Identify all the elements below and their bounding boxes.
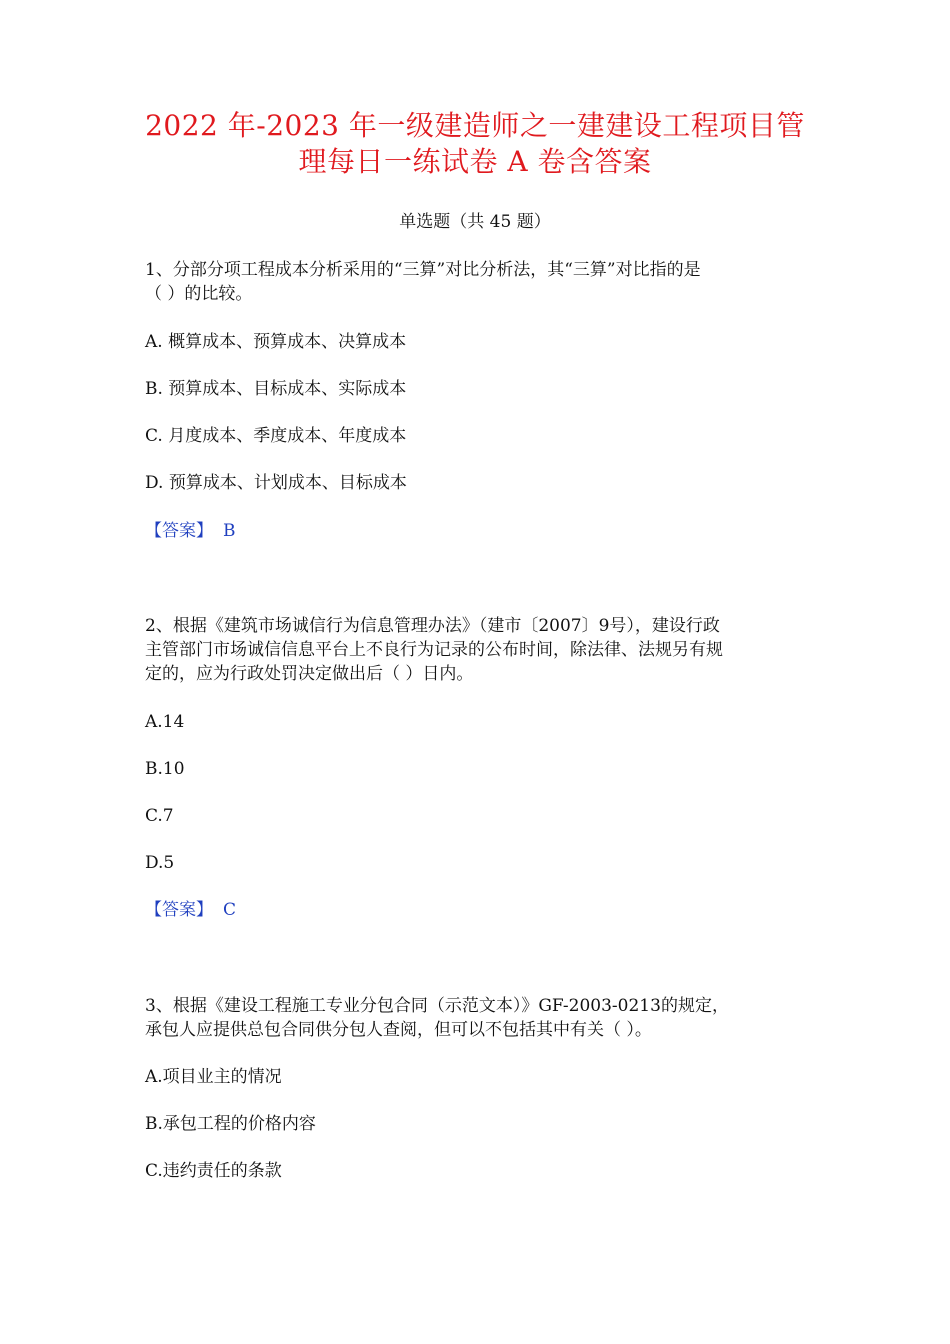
question-1-answer — [145, 519, 236, 543]
question-2-stem-line-2: 主管部门市场诚信信息平台上不良行为记录的公布时间，除法律、法规另有规 — [145, 640, 723, 660]
question-3-stem-line-1: 3、根据《建设工程施工专业分包合同（示范文本）》GF-2003-0213的规定， — [145, 996, 729, 1016]
question-3-option-b: B.承包工程的价格内容 — [145, 1114, 316, 1134]
answer-label: 【答案】 — [145, 900, 213, 920]
question-1-stem-line-2: （ ）的比较。 — [145, 284, 253, 304]
question-2-option-a: A.14 — [145, 712, 185, 732]
question-2-option-c: C.7 — [145, 806, 174, 826]
document-title-line-2: 理每日一练试卷 A 卷含答案 — [298, 145, 652, 178]
question-1-stem-line-1: 1、分部分项工程成本分析采用的“三算”对比分析法，其“三算”对比指的是 — [145, 260, 701, 280]
question-1-option-d: D. 预算成本、计划成本、目标成本 — [145, 473, 407, 493]
question-2-stem-line-3: 定的，应为行政处罚决定做出后（ ）日内。 — [145, 664, 474, 684]
question-1-option-a: A. 概算成本、预算成本、决算成本 — [145, 332, 407, 352]
question-2-stem-line-1: 2、根据《建筑市场诚信行为信息管理办法》（建市〔2007〕9号），建设行政 — [145, 616, 720, 636]
document-title-line-1: 2022 年-2023 年一级建造师之一建建设工程项目管 — [145, 109, 805, 142]
question-3-option-c: C.违约责任的条款 — [145, 1161, 282, 1181]
answer-label: 【答案】 — [145, 521, 213, 541]
answer-value: C — [223, 900, 237, 920]
question-2-option-b: B.10 — [145, 759, 185, 779]
answer-value: B — [223, 521, 236, 541]
question-3-option-a: A.项目业主的情况 — [145, 1067, 282, 1087]
section-heading: 单选题（共 45 题） — [399, 212, 551, 232]
question-2-answer — [145, 898, 236, 922]
question-3-stem-line-2: 承包人应提供总包合同供分包人查阅，但可以不包括其中有关（ ）。 — [145, 1020, 652, 1040]
question-1-option-b: B. 预算成本、目标成本、实际成本 — [145, 379, 407, 399]
question-1-option-c: C. 月度成本、季度成本、年度成本 — [145, 426, 407, 446]
question-2-option-d: D.5 — [145, 853, 175, 873]
